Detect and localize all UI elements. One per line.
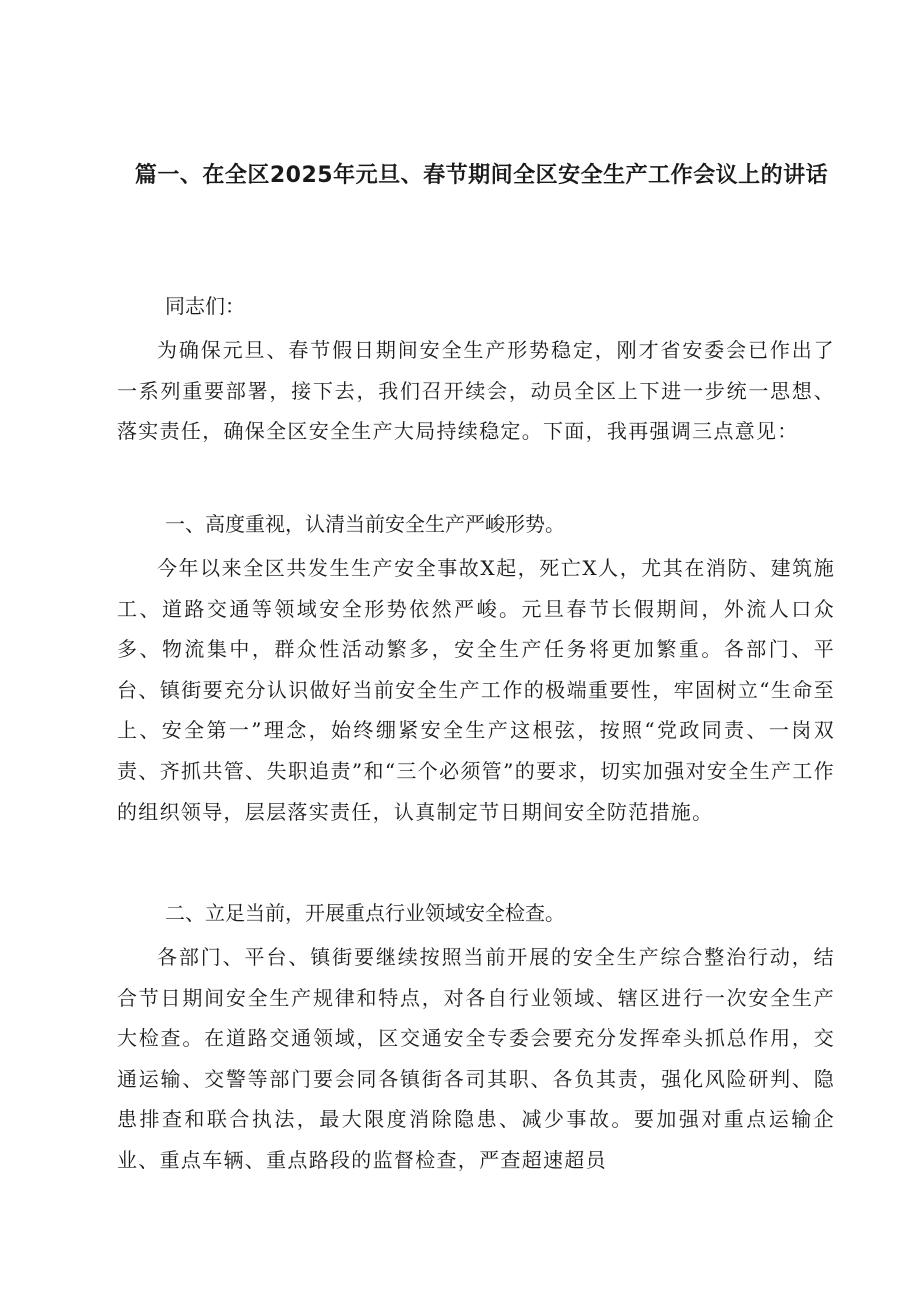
salutation: 同志们： bbox=[165, 294, 245, 318]
intro-paragraph: 为确保元旦、春节假日期间安全生产形势稳定，刚才省安委会已作出了一系列重要部署，接下去，我们召开续会，动员全区上下进一步统一思想、落实责任，确保全区安全生产大局持续稳定。下面，我再强调三点意见： bbox=[117, 338, 835, 444]
section-body-2: 各部门、平台、镇街要继续按照当前开展的安全生产综合整治行动，结合节日期间安全生产规律和特点，对各自行业领域、辖区进行一次安全生产大检查。在道路交通领域，区交通安全专委会要充分发挥牵头抓总作用，交通运输、交警等部门要会同各镇街各司其职、各负其责，强化风险研判、隐患排查和联合执法，最大限度消除隐患、减少事故。要加强对重点运输企业、重点车辆、重点路段的监督检查，严查超速超员 bbox=[117, 945, 835, 1172]
section-heading-1: 一、高度重视，认清当前安全生产严峻形势。 bbox=[165, 512, 565, 536]
section-heading-2: 二、立足当前，开展重点行业领域安全检查。 bbox=[165, 901, 565, 925]
section-body-1: 今年以来全区共发生生产安全事故X起，死亡X人，尤其在消防、建筑施工、道路交通等领域安全形势依然严峻。元旦春节长假期间，外流人口众多、物流集中，群众性活动繁多，安全生产任务将更加繁重。各部门、平台、镇街要充分认识做好当前安全生产工作的极端重要性，牢固树立“生命至上、安全第一”理念，始终绷紧安全生产这根弦，按照“党政同责、一岗双责、齐抓共管、失职追责”和“三个必须管”的要求，切实加强对安全生产工作的组织领导，层层落实责任，认真制定节日期间安全防范措施。 bbox=[117, 556, 835, 824]
document-title: 篇一、在全区2025年元旦、春节期间全区安全生产工作会议上的讲话 bbox=[134, 163, 829, 188]
